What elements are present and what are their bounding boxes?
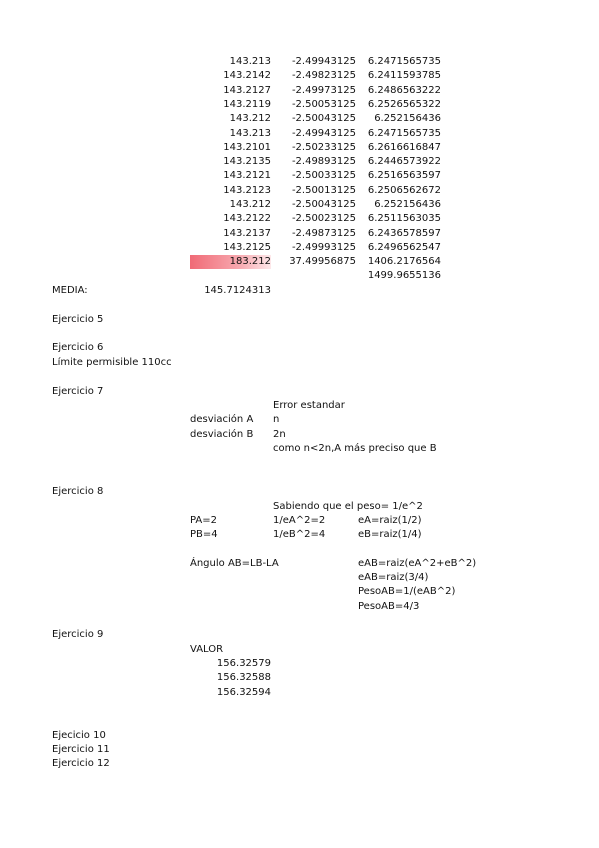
ej7-row-b-label: desviación B [190,429,254,440]
ejercicio-7-title: Ejercicio 7 [52,386,104,397]
table-cell-squared: 6.2526565322 [367,98,441,110]
ej9-value: 156.32594 [216,687,271,698]
table-cell-value: 183.212 [229,256,271,268]
ej8-step: eAB=raiz(eA^2+eB^2) [358,558,477,569]
table-cell-value: 143.2142 [223,70,271,82]
ej9-value: 156.32579 [216,658,271,669]
ej7-row-a-value: n [273,414,280,425]
media-value: 145.7124313 [204,285,271,296]
table-cell-deviation: -2.50043125 [291,199,356,210]
table-cell-value: 143.2121 [223,170,271,182]
ej8-step: eAB=raiz(3/4) [358,572,429,583]
table-cell-squared: 6.2516563597 [367,170,441,182]
ejercicio-12-title: Ejercicio 12 [52,758,110,769]
table-cell-deviation: -2.50043125 [291,113,356,125]
table-cell-squared: 6.2446573922 [367,156,441,168]
table-cell-deviation: -2.49943125 [291,127,356,139]
table-cell-value: 143.2135 [223,156,271,168]
table-cell-squared: 6.2411593785 [367,70,441,82]
table-cell-value: 143.2123 [223,184,271,196]
ej8-pa-eq: 1/eA^2=2 [273,515,326,526]
table-cell-squared: 6.252156436 [374,113,441,125]
table-cell-squared: 6.252156436 [374,199,441,210]
ej8-step: PesoAB=4/3 [358,601,420,612]
table-cell-squared: 1406.2176564 [367,256,441,268]
table-cell-deviation: 37.49956875 [289,256,356,268]
table-cell-squared: 6.2511563035 [367,213,441,225]
table-cell-squared: 6.2496562547 [367,241,441,253]
ej7-row-b-value: 2n [273,429,286,440]
table-cell-deviation: -2.50013125 [291,184,356,196]
table-cell-deviation: -2.50033125 [291,170,356,182]
ejercicio-6-note: Límite permisible 110cc [52,357,172,368]
table-total: 1499.9655136 [367,270,441,281]
table-cell-squared: 6.2616616847 [367,141,441,153]
ejercicio-8-title: Ejercicio 8 [52,486,104,497]
table-cell-value: 143.213 [229,127,271,139]
ej8-pb: PB=4 [190,529,218,540]
table-cell-value: 143.2125 [223,241,271,253]
table-cell-value: 143.212 [229,113,271,125]
table-cell-deviation: -2.49973125 [291,84,356,96]
table-cell-value: 143.2119 [223,98,271,110]
ej7-header: Error estandar [273,400,345,411]
table-cell-deviation: -2.50233125 [291,141,356,153]
table-cell-value: 143.2101 [223,141,271,153]
ej8-pa-err: eA=raiz(1/2) [358,515,422,526]
table-cell-squared: 6.2436578597 [367,227,441,239]
ej8-angle: Ángulo AB=LB-LA [190,558,279,569]
table-cell-deviation: -2.49823125 [291,70,356,82]
ejercicio-9-title: Ejercicio 9 [52,629,104,640]
table-cell-deviation: -2.49993125 [291,241,356,253]
ejercicio-6-title: Ejercicio 6 [52,342,104,353]
table-cell-deviation: -2.50053125 [291,98,356,110]
ejercicio-11-title: Ejercicio 11 [52,744,110,755]
media-label: MEDIA: [52,285,88,296]
table-cell-deviation: -2.49893125 [291,156,356,168]
table-cell-squared: 6.2486563222 [367,84,441,96]
table-cell-squared: 6.2506562672 [367,184,441,196]
ejercicio-5-title: Ejercicio 5 [52,314,104,325]
table-cell-deviation: -2.50023125 [291,213,356,225]
table-cell-deviation: -2.49943125 [291,56,356,67]
ej8-step: PesoAB=1/(eAB^2) [358,586,456,597]
table-cell-squared: 6.2471565735 [367,56,441,67]
table-cell-squared: 6.2471565735 [367,127,441,139]
ej8-pb-eq: 1/eB^2=4 [273,529,326,540]
ej7-conclusion: como n<2n,A más preciso que B [273,443,437,454]
ej8-pa: PA=2 [190,515,217,526]
table-cell-value: 143.213 [229,56,271,67]
table-cell-value: 143.2122 [223,213,271,225]
table-cell-value: 143.2127 [223,84,271,96]
table-cell-deviation: -2.49873125 [291,227,356,239]
ej8-intro: Sabiendo que el peso= 1/e^2 [273,501,423,512]
ej9-value: 156.32588 [216,672,271,683]
table-cell-value: 143.212 [229,199,271,210]
ejercicio-10-title: Ejecicio 10 [52,730,106,741]
ej7-row-a-label: desviación A [190,414,254,425]
ej8-pb-err: eB=raiz(1/4) [358,529,422,540]
table-cell-value: 143.2137 [223,227,271,239]
ej9-header: VALOR [190,644,224,655]
